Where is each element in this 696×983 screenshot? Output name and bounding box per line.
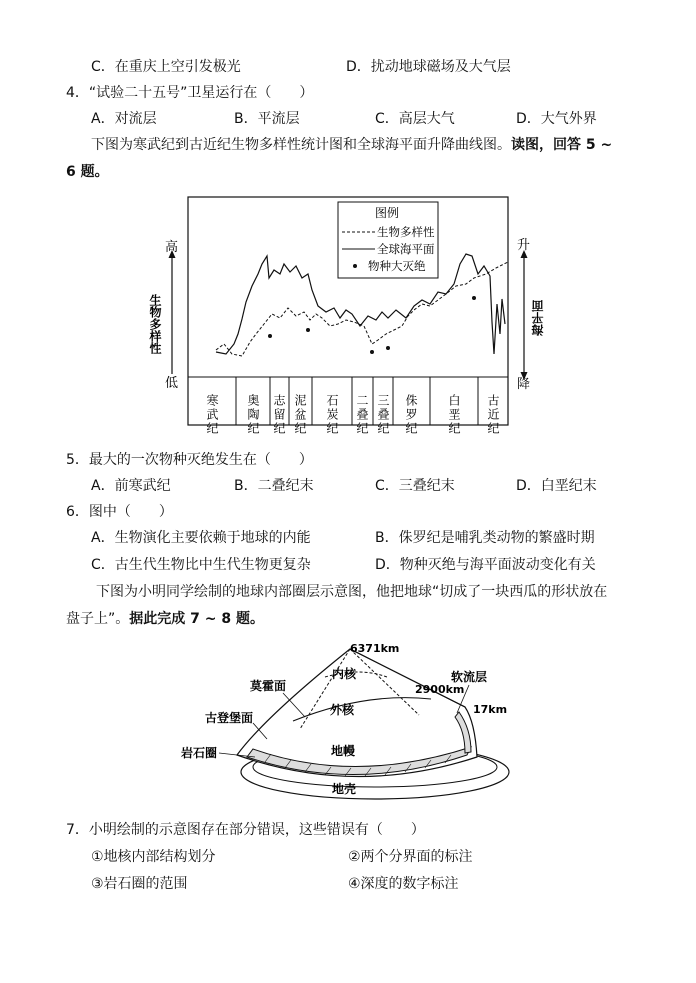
period-label: 侏罗纪 (404, 394, 418, 436)
earth-interior-diagram (175, 637, 515, 805)
label-asthenosphere: 软流层 (451, 670, 488, 684)
period-label: 奥陶纪 (246, 394, 260, 436)
biodiversity-sealevel-chart (148, 194, 545, 436)
intro-7-8-text: 盘子上”。 (66, 611, 130, 627)
extinction-point (472, 296, 476, 300)
q7-option-4: ④深度的数字标注 (348, 876, 459, 892)
label-crust: 地壳 (332, 782, 357, 796)
label-gutenberg: 古登堡面 (205, 711, 254, 725)
period-label: 寒武纪 (205, 394, 219, 436)
left-axis-label-text: 生物多样性 (148, 294, 162, 354)
q5-option-c: C．三叠纪末 (375, 478, 455, 494)
q5-option-b: B．二叠纪末 (234, 478, 314, 494)
q7-option-3: ③岩石圈的范围 (91, 876, 188, 892)
left-axis-high: 高 (165, 240, 179, 255)
extinction-point (306, 328, 310, 332)
q4-option-b: B．平流层 (234, 111, 300, 127)
q6-option-d: D．物种灭绝与海平面波动变化有关 (375, 557, 596, 573)
period-label: 三叠纪 (376, 394, 390, 436)
label-outer-core: 外核 (330, 703, 355, 717)
q6-stem: 6．图中（ ） (66, 504, 173, 520)
label-inner-core: 内核 (332, 667, 357, 681)
right-axis-label: 海平面 (531, 300, 545, 336)
q4-stem: 4．“试验二十五号”卫星运行在（ ） (66, 85, 314, 101)
intro-7-8-instruction: 据此完成 7 ~ 8 题。 (129, 611, 264, 627)
q4-option-a: A．对流层 (91, 111, 157, 127)
label-2900km: 2900km (415, 683, 465, 696)
q7-stem: 7．小明绘制的示意图存在部分错误，这些错误有（ ） (66, 822, 425, 838)
legend-extinction: 物种大灭绝 (368, 259, 426, 273)
period-label: 志留纪 (272, 394, 286, 436)
q3-option-c: C．在重庆上空引发极光 (91, 59, 241, 75)
left-axis-label (148, 293, 162, 355)
right-axis-low: 降 (517, 377, 531, 392)
period-label: 二叠纪 (355, 394, 369, 436)
label-moho: 莫霍面 (250, 679, 287, 693)
label-6371km: 6371km (350, 642, 400, 655)
q5-option-a: A．前寒武纪 (91, 478, 171, 494)
legend-extinction-dot (353, 264, 357, 268)
legend-title: 图例 (375, 206, 400, 220)
intro-5-6-instruction: 读图，回答 5 ~ (511, 137, 613, 153)
q6-option-c: C．古生代生物比中生代生物更复杂 (91, 557, 311, 573)
right-axis-high: 升 (517, 238, 531, 253)
intro-5-6 (91, 135, 612, 155)
q5-stem: 5．最大的一次物种灭绝发生在（ ） (66, 452, 313, 468)
label-17km: 17km (473, 703, 508, 716)
period-label: 白垩纪 (447, 394, 461, 436)
legend-biodiversity: 生物多样性 (377, 225, 435, 239)
legend-sealevel: 全球海平面 (377, 242, 435, 256)
intro-5-6-text: 下图为寒武纪到古近纪生物多样性统计图和全球海平面升降曲线图。 (91, 137, 511, 153)
intro-5-6-line2: 6 题。 (66, 164, 109, 180)
label-mantle: 地幔 (331, 744, 356, 758)
q4-option-d: D．大气外界 (516, 111, 597, 127)
period-label: 石炭纪 (325, 394, 339, 436)
period-label: 古近纪 (486, 394, 500, 436)
extinction-point (386, 346, 390, 350)
period-label: 泥盆纪 (293, 394, 307, 436)
left-axis-low: 低 (165, 376, 179, 391)
label-lithosphere: 岩石圈 (181, 746, 218, 760)
intro-7-8-line1: 下图为小明同学绘制的地球内部圈层示意图，他把地球“切成了一块西瓜的形状放在 (96, 584, 608, 600)
q5-option-d: D．白垩纪末 (516, 478, 597, 494)
extinction-point (268, 334, 272, 338)
q3-option-d: D．扰动地球磁场及大气层 (346, 59, 511, 75)
intro-7-8-line2 (66, 609, 264, 629)
q6-option-a: A．生物演化主要依赖于地球的内能 (91, 530, 311, 546)
q7-option-1: ①地核内部结构划分 (91, 849, 216, 865)
q4-option-c: C．高层大气 (375, 111, 455, 127)
q6-option-b: B．侏罗纪是哺乳类动物的繁盛时期 (375, 530, 595, 546)
extinction-point (370, 350, 374, 354)
q7-option-2: ②两个分界面的标注 (348, 849, 473, 865)
